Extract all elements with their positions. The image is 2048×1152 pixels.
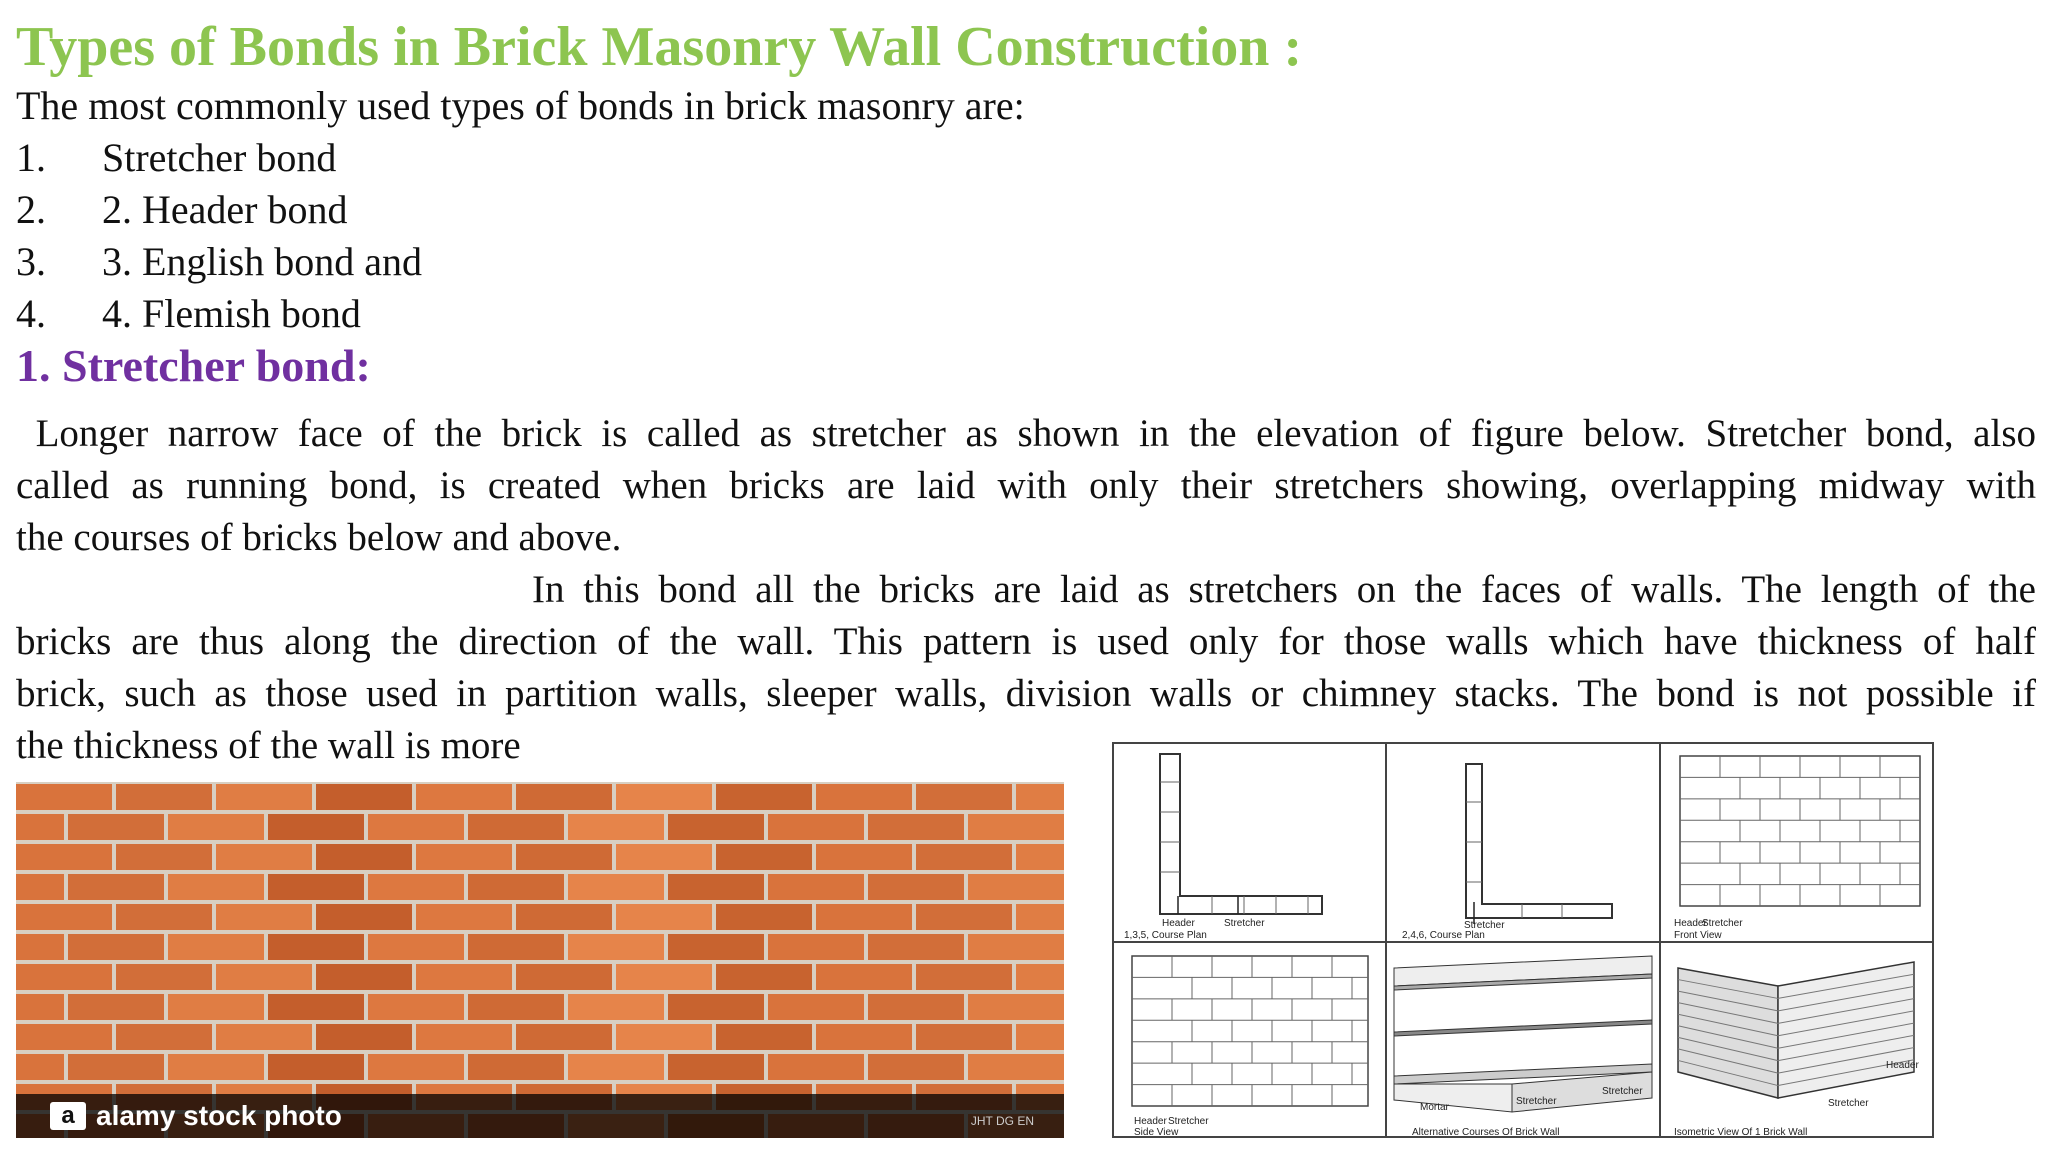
paragraph-line: the thickness of the wall is more [16,724,521,767]
list-text: Stretcher bond [102,135,337,180]
list-item [16,290,361,338]
list-number: 1. [16,135,46,180]
panel-caption: 1,3,5, Course Plan [1124,930,1207,941]
diagram-label: Stretcher [1168,1116,1209,1127]
panel-caption: Side View [1134,1127,1179,1138]
diagram-label: Stretcher [1602,1086,1643,1097]
diagram-label: Stretcher [1224,918,1265,929]
panel-caption: Front View [1674,930,1722,941]
intro-text: The most commonly used types of bonds in brick masonry are: [16,83,1025,128]
list-number: 2. [16,187,46,232]
panel-caption: Isometric View Of 1 Brick Wall [1674,1127,1808,1138]
panel-caption: Alternative Courses Of Brick Wall [1412,1127,1560,1138]
diagram-label: Header [1162,918,1195,929]
list-number: 3. [16,239,46,284]
section-heading: 1. Stretcher bond: [16,340,371,391]
page-title: Types of Bonds in Brick Masonry Wall Construction : [16,16,1303,78]
diagram-label: Stretcher [1828,1098,1869,1109]
photo-caption-text: alamy stock photo [96,1100,342,1131]
alamy-logo-icon: a [50,1102,86,1130]
diagram-label: Header [1134,1116,1167,1127]
list-item [16,238,422,286]
diagram-label: Header [1674,918,1707,929]
diagram-label: Header [1886,1060,1919,1071]
paragraph-line: bricks are thus along the direction of the wall. This pattern is used only for those walls which have thickness of half [16,620,2036,663]
diagram-label: Mortar [1420,1102,1449,1113]
stretcher-bond-diagram [1112,742,1934,1138]
brick-pattern [16,782,1064,1138]
list-item [16,134,336,182]
paragraph-line: called as running bond, is created when bricks are laid with only their stretchers showing, overlapping midway with [16,464,2036,507]
brick-wall-photo [16,782,1064,1138]
diagram-label: Stretcher [1464,920,1505,931]
list-number: 4. [16,291,46,336]
paragraph-line: Longer narrow face of the brick is called as stretcher as shown in the elevation of figure below. Stretcher bond, also [16,412,2036,455]
list-item [16,186,347,234]
diagram-label: Stretcher [1702,918,1743,929]
diagram-label: Stretcher [1516,1096,1557,1107]
photo-stock-id: JHT DG EN [970,1114,1034,1128]
paragraph-line: In this bond all the bricks are laid as stretchers on the faces of walls. The length of the [532,568,2036,611]
list-text: 3. English bond and [102,239,422,284]
photo-caption [50,1100,342,1132]
panel-caption: 2,4,6, Course Plan [1402,930,1485,941]
paragraph-line: brick, such as those used in partition walls, sleeper walls, division walls or chimney stacks. The bond is not possible if [16,672,2036,715]
list-text: 4. Flemish bond [102,291,361,336]
list-text: 2. Header bond [102,187,348,232]
paragraph-line: the courses of bricks below and above. [16,516,622,559]
